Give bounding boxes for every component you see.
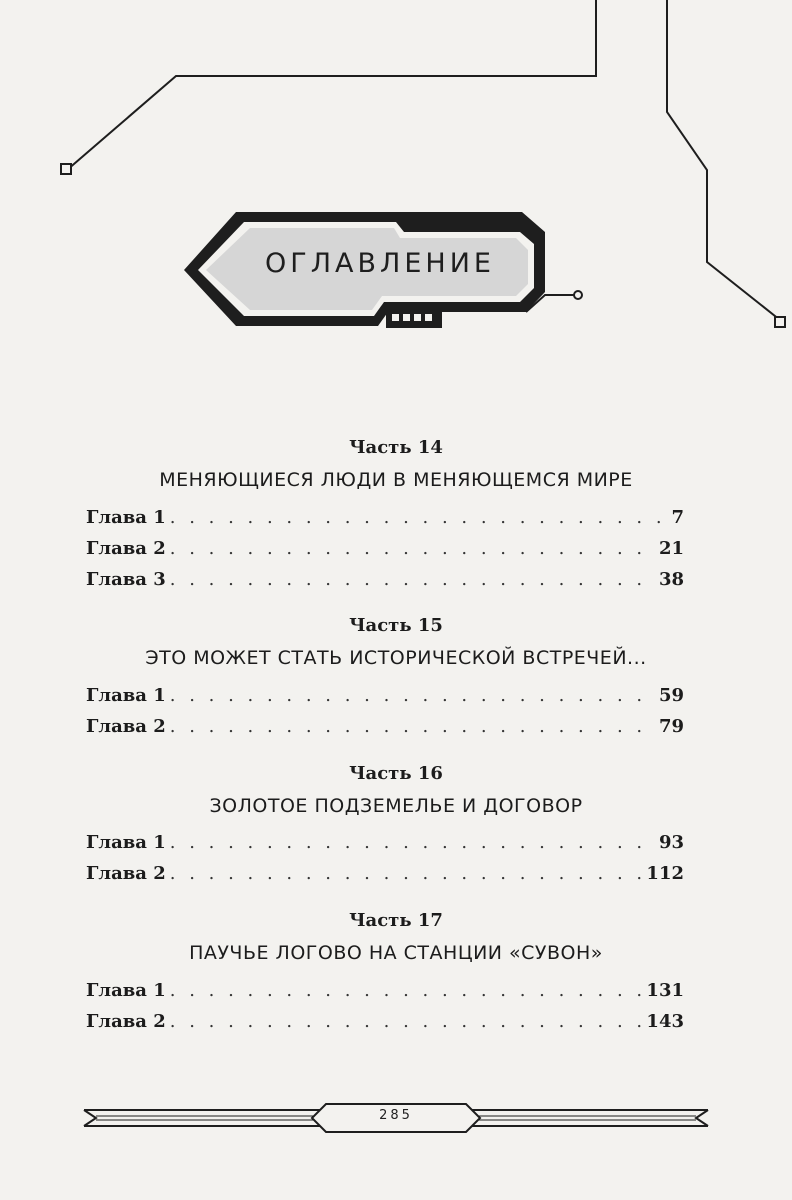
page-number: 59: [658, 685, 684, 706]
page-number: 79: [658, 716, 684, 737]
toc-entry[interactable]: [86, 832, 684, 858]
part-label: Часть 15: [349, 615, 443, 636]
dot-leader: [170, 863, 643, 884]
toc-entry[interactable]: [86, 980, 684, 1006]
dot-leader: [170, 716, 655, 737]
chapter-label: Глава 2: [86, 716, 166, 737]
page-number: 38: [658, 569, 684, 590]
dot-leader: [170, 1011, 643, 1032]
toc-entry[interactable]: [86, 569, 684, 595]
dot-leader: [170, 507, 668, 528]
toc-entry[interactable]: [86, 1011, 684, 1037]
toc-entry[interactable]: [86, 716, 684, 742]
chapter-label: Глава 1: [86, 832, 166, 853]
page-number: 7: [671, 507, 684, 528]
toc-entry[interactable]: [86, 538, 684, 564]
toc-entry[interactable]: [86, 863, 684, 889]
chapter-label: Глава 1: [86, 980, 166, 1001]
part-label: Часть 17: [349, 910, 443, 931]
dot-leader: [170, 569, 655, 590]
chapter-label: Глава 2: [86, 1011, 166, 1032]
page-title: ОГЛАВЛЕНИЕ: [265, 248, 495, 279]
dot-leader: [170, 980, 643, 1001]
toc-entry[interactable]: [86, 507, 684, 533]
chapter-label: Глава 1: [86, 685, 166, 706]
dot-leader: [170, 685, 655, 706]
page-number: 93: [658, 832, 684, 853]
toc-entry[interactable]: [86, 685, 684, 711]
part-title: ЗОЛОТОЕ ПОДЗЕМЕЛЬЕ И ДОГОВОР: [209, 795, 583, 817]
chapter-label: Глава 3: [86, 569, 166, 590]
folio-page-number: 285: [379, 1108, 413, 1123]
part-title: ПАУЧЬЕ ЛОГОВО НА СТАНЦИИ «СУВОН»: [189, 942, 603, 964]
chapter-label: Глава 2: [86, 863, 166, 884]
part-label: Часть 14: [349, 437, 443, 458]
dot-leader: [170, 832, 655, 853]
page-number: 143: [646, 1011, 684, 1032]
part-title: МЕНЯЮЩИЕСЯ ЛЮДИ В МЕНЯЮЩЕМСЯ МИРЕ: [159, 469, 633, 491]
chapter-label: Глава 1: [86, 507, 166, 528]
page-number: 131: [646, 980, 684, 1001]
page-number: 112: [646, 863, 684, 884]
dot-leader: [170, 538, 655, 559]
part-label: Часть 16: [349, 763, 443, 784]
page-number: 21: [658, 538, 684, 559]
chapter-label: Глава 2: [86, 538, 166, 559]
part-title: ЭТО МОЖЕТ СТАТЬ ИСТОРИЧЕСКОЙ ВСТРЕЧЕЙ...: [145, 647, 647, 669]
